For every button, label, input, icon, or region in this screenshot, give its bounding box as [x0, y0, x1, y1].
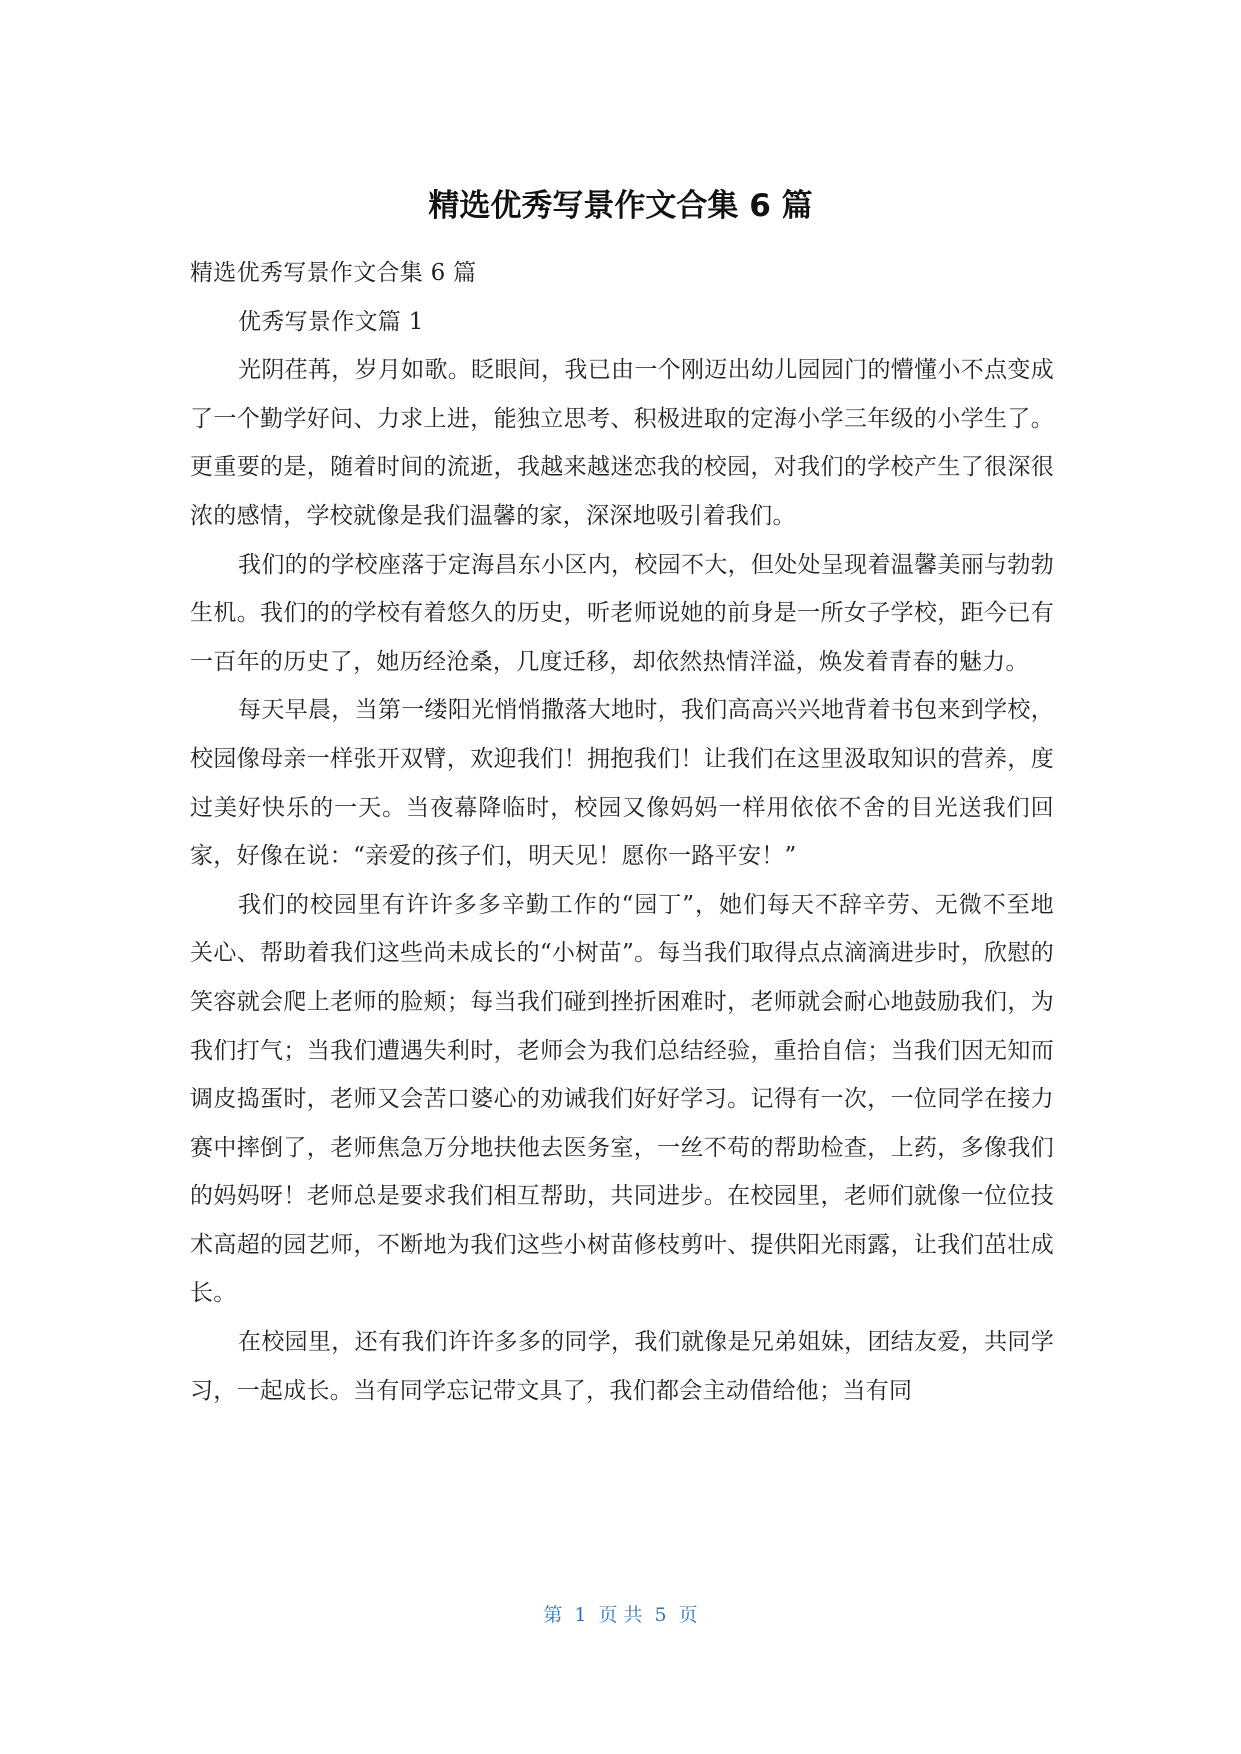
paragraph: 我们的的学校座落于定海昌东小区内，校园不大，但处处呈现着温馨美丽与勃勃生机。我们的的学校有着悠久的历史，听老师说她的前身是一所女子学校，距今已有一百年的历史了，她历经沧桑，几度迁移，却依然热情洋溢，焕发着青春的魅力。 — [190, 551, 1054, 675]
paragraph: 光阴荏苒，岁月如歌。眨眼间，我已由一个刚迈出幼儿园园门的懵懂小不点变成了一个勤学好问、力求上进，能独立思考、积极进取的定海小学三年级的小学生了。更重要的是，随着时间的流逝，我越来越迷恋我的校园，对我们的学校产生了很深很浓的感情，学校就像是我们温馨的家，深深地吸引着我们。 — [190, 357, 1054, 529]
document-subtitle: 精选优秀写景作文合集 6 篇 — [190, 260, 477, 286]
paragraph: 每天早晨，当第一缕阳光悄悄撒落大地时，我们高高兴兴地背着书包来到学校，校园像母亲一样张开双臂，欢迎我们！拥抱我们！让我们在这里汲取知识的营养，度过美好快乐的一天。当夜幕降临时，校园又像妈妈一样用依依不舍的目光送我们回家，好像在说：“亲爱的孩子们，明天见！愿你一路平安！” — [190, 697, 1054, 870]
paragraph: 我们的校园里有许许多多辛勤工作的“园丁”，她们每天不辞辛劳、无微不至地关心、帮助着我们这些尚未成长的“小树苗”。每当我们取得点点滴滴进步时，欣慰的笑容就会爬上老师的脸颊；每当我们碰到挫折困难时，老师就会耐心地鼓励我们，为我们打气；当我们遭遇失利时，老师会为我们总结经验，重拾自信；当我们因无知而调皮捣蛋时，老师又会苦口婆心的劝诫我们好好学习。记得有一次，一位同学在接力赛中摔倒了，老师焦急万分地扶他去医务室，一丝不苟的帮助检查，上药，多像我们的妈妈呀！老师总是要求我们相互帮助，共同进步。在校园里，老师们就像一位位技术高超的园艺师，不断地为我们这些小树苗修枝剪叶、提供阳光雨露，让我们茁壮成长。 — [190, 891, 1054, 1307]
footer-current-page: 1 — [574, 1604, 587, 1626]
footer-total-pages: 5 — [654, 1604, 667, 1626]
document-title: 精选优秀写景作文合集 6 篇 — [428, 188, 813, 224]
footer-label-page: 第 — [543, 1604, 563, 1626]
footer-label-page-of: 页 共 — [598, 1604, 643, 1626]
section-heading: 优秀写景作文篇 1 — [238, 308, 424, 335]
footer-label-page-end: 页 — [678, 1604, 698, 1626]
paragraph: 在校园里，还有我们许许多多的同学，我们就像是兄弟姐妹，团结友爱，共同学习，一起成长。当有同学忘记带文具了，我们都会主动借给他；当有同 — [190, 1329, 1054, 1404]
page-number-footer — [0, 1601, 1241, 1629]
document-body — [190, 249, 1054, 1415]
